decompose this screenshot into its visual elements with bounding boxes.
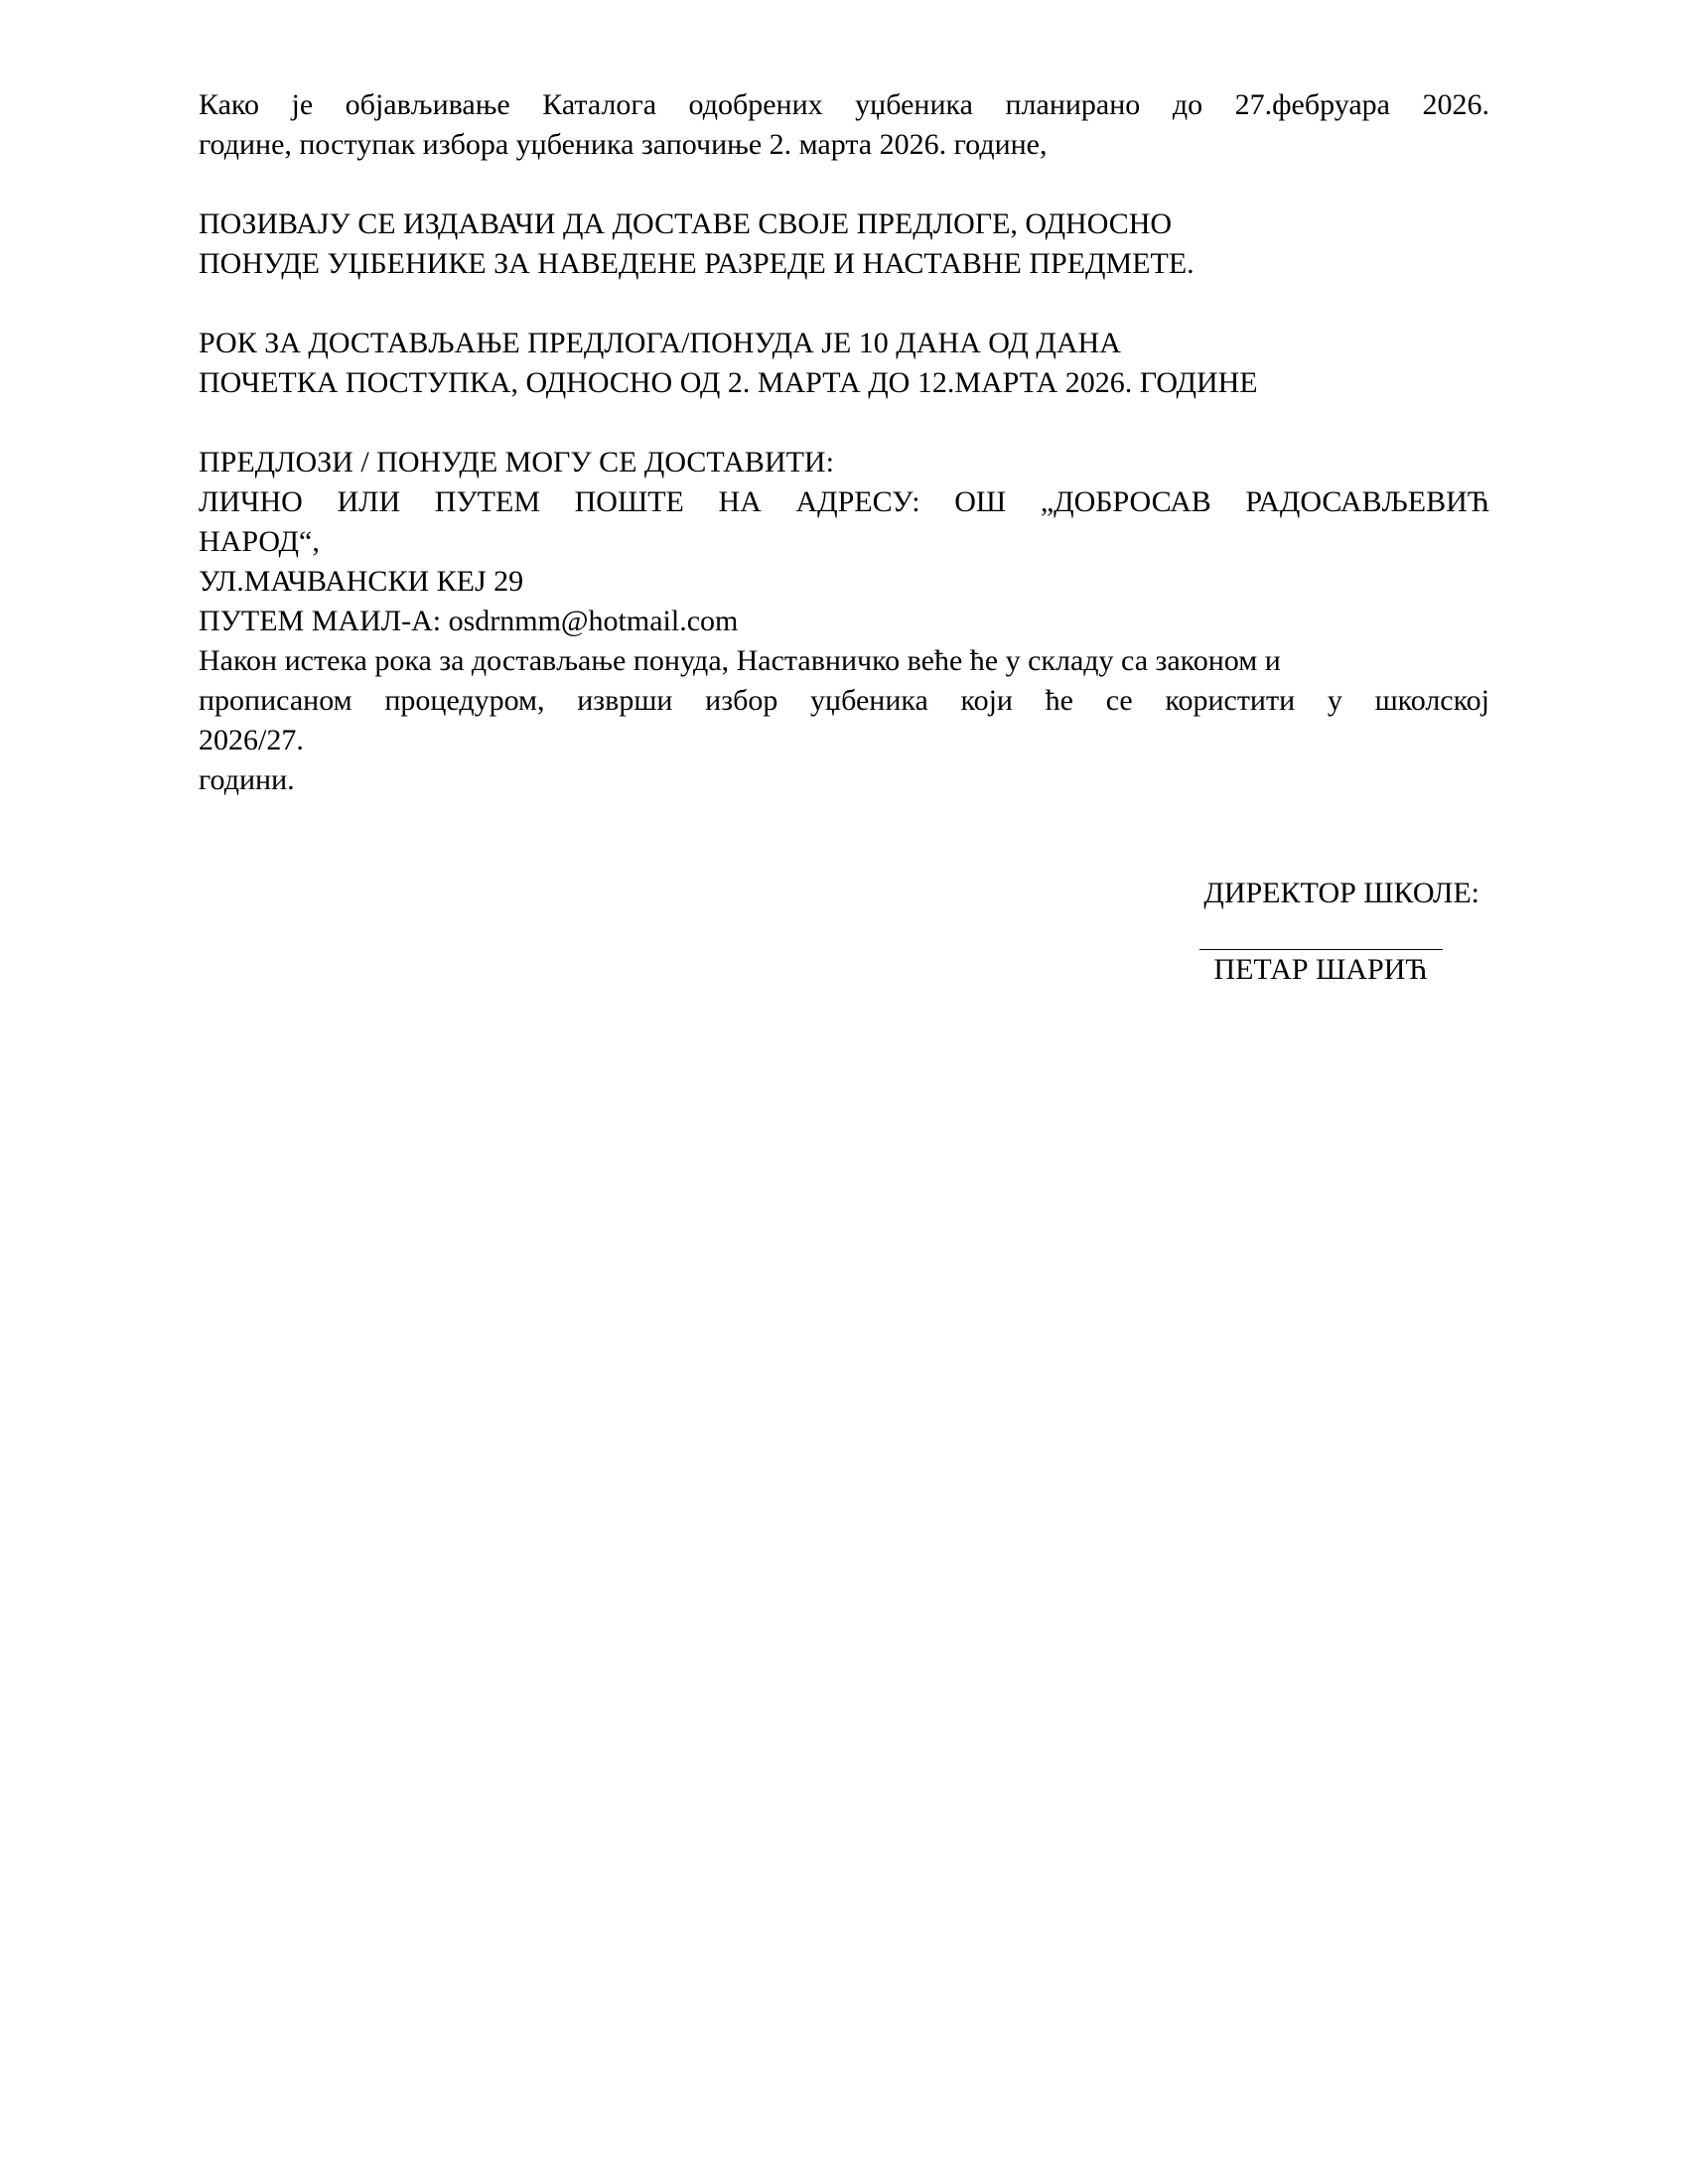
paragraph4-line9: години. — [199, 763, 295, 796]
paragraph1-line2: године, поступак избора уџбеника започиње 2. марта 2026. године, — [199, 128, 1048, 161]
paragraph4-line7: прописаном процедуром, изврши избор уџбеника који ће се користити у школској — [199, 684, 1489, 717]
paragraph2-line1: ПОЗИВАЈУ СЕ ИЗДАВАЧИ ДА ДОСТАВЕ СВОЈЕ ПРЕДЛОГЕ, ОДНОСНО — [199, 207, 1173, 240]
paragraph3-line1: РОК ЗА ДОСТАВЉАЊЕ ПРЕДЛОГА/ПОНУДА ЈЕ 10 ДАНА ОД ДАНА — [199, 327, 1121, 359]
paragraph-gap — [199, 403, 1489, 443]
paragraph3-line2: ПОЧЕТКА ПОСТУПКА, ОДНОСНО ОД 2. МАРТА ДО 12.МАРТА 2026. ГОДИНЕ — [199, 366, 1258, 399]
paragraph-gap — [199, 165, 1489, 205]
document-body — [199, 85, 1489, 800]
paragraph4-line3: НАРОД“, — [199, 525, 320, 558]
paragraph4-line8: 2026/27. — [199, 724, 304, 756]
paragraph4-line5: ПУТЕМ МАИЛ-А: osdrnmm@hotmail.com — [199, 605, 739, 637]
signature-title: ДИРЕКТОР ШКОЛЕ: — [1203, 877, 1479, 909]
paragraph4-line1: ПРЕДЛОЗИ / ПОНУДЕ МОГУ СЕ ДОСТАВИТИ: — [199, 446, 834, 478]
paragraph4-line4: УЛ.МАЧВАНСКИ КЕЈ 29 — [199, 565, 524, 598]
signature-block — [1162, 874, 1479, 990]
paragraph2-line2: ПОНУДЕ УЏБЕНИКЕ ЗА НАВЕДЕНЕ РАЗРЕДЕ И НАСТАВНЕ ПРЕДМЕТЕ. — [199, 247, 1195, 280]
paragraph1-line1: Како је објављивање Каталога одобрених уџбеника планирано до 27.фебруара 2026. — [199, 88, 1489, 121]
paragraph4-line2: ЛИЧНО ИЛИ ПУТЕМ ПОШТЕ НА АДРЕСУ: ОШ „ДОБРОСАВ РАДОСАВЉЕВИЋ — [199, 485, 1489, 518]
paragraph4-line6: Након истека рока за достављање понуда, Наставничко веће ће у складу са законом и — [199, 644, 1281, 677]
paragraph-gap — [199, 284, 1489, 324]
signature-name: ПЕТАР ШАРИЋ — [1213, 953, 1428, 986]
